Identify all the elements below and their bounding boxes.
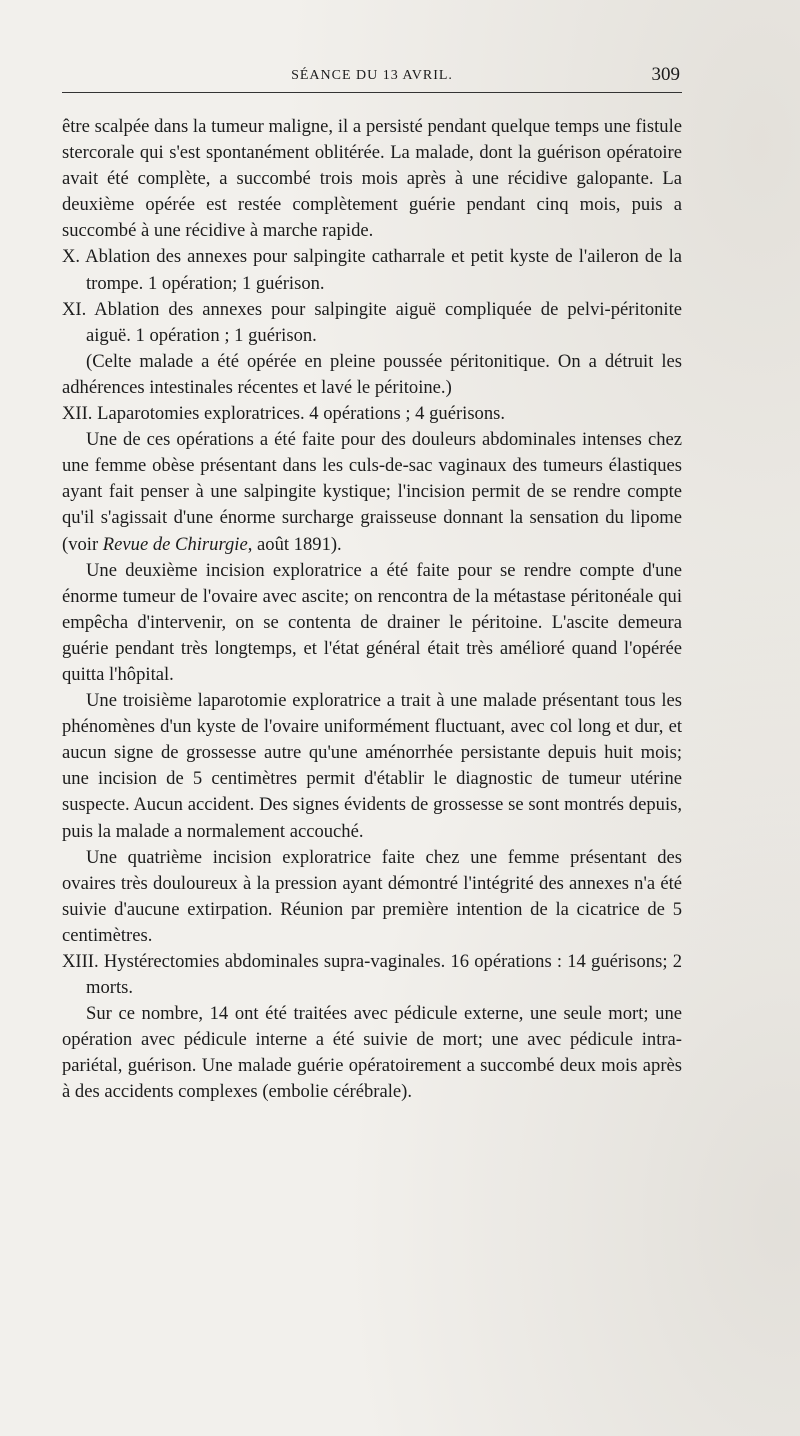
paragraph-hysterectomy-results: Sur ce nombre, 14 ont été traitées avec pédicule externe, une seule mort; une opération avec pédicule interne a été suivie de mort; une avec pédicule intra-pariétal, guérison. Une malade guérie opératoirement a succombé deux mois après à des accidents complexes (embolie cérébrale). [62, 1003, 682, 1103]
header-title: SÉANCE DU 13 AVRIL. [291, 68, 453, 83]
page-number: 309 [651, 64, 680, 85]
paragraph-first-laparotomy [62, 427, 682, 557]
paragraph-continuation: être scalpée dans la tumeur maligne, il a persisté pendant quelque temps une fistule stercorale qui s'est spontanément oblitérée. La malade, dont la guérison opératoire avait été complète, a succombé trois mois après à une récidive galopante. La deuxième opérée est restée complètement guérie pendant cinq mois, puis a succombé à une récidive à marche rapide. [62, 116, 682, 242]
paragraph-second-incision: Une deuxième incision exploratrice a été faite pour se rendre compte d'une énorme tumeur de l'ovaire avec ascite; on rencontra de la métastase péritonéale qui empêcha d'intervenir, on se contenta de drainer le péritoine. L'ascite demeura guérie pendant très longtemps, et l'état général était très amélioré quand l'opérée quitta l'hôpital. [62, 559, 682, 685]
running-header [62, 62, 682, 93]
journal-title: Revue de Chirurgie [102, 533, 248, 555]
paragraph-first-laparotomy-text: Une de ces opérations a été faite pour des douleurs abdominales intenses chez une femme obèse présentant dans les culs-de-sac vaginaux des tumeurs élastiques ayant fait penser à une salpingite kystique; l'incision permit de se rendre compte qu'il s'agissait d'une énorme surcharge graisseuse donnant la sensation du lipome (voir [62, 429, 682, 555]
section-xii: XII. Laparotomies exploratrices. 4 opérations ; 4 guérisons. [62, 403, 506, 425]
paragraph-third-laparotomy: Une troisième laparotomie exploratrice a trait à une malade présentant tous les phénomènes d'un kyste de l'ovaire uniformément fluctuant, avec col long et dur, et aucun signe de grossesse autre qu'une aménorrhée persistante depuis huit mois; une incision de 5 centimètres permit d'établir le diagnostic de tumeur utérine suspecte. Aucun accident. Des signes évidents de grossesse se sont montrés depuis, puis la malade a normalement accouché. [62, 690, 682, 842]
body-text [62, 114, 682, 1106]
section-xi-note: (Celte malade a été opérée en pleine poussée péritonitique. On a détruit les adhérences intestinales récentes et lavé le péritoine.) [62, 350, 682, 398]
paragraph-first-laparotomy-end: , août 1891). [247, 533, 342, 555]
section-xiii: XIII. Hystérectomies abdominales supra-vaginales. 16 opérations : 14 guérisons; 2 morts. [62, 951, 682, 999]
section-x: X. Ablation des annexes pour salpingite catharrale et petit kyste de l'aileron de la trompe. 1 opération; 1 guérison. [62, 246, 682, 294]
section-xi: XI. Ablation des annexes pour salpingite aiguë compliquée de pelvi-péritonite aiguë. 1 opération ; 1 guérison. [62, 298, 682, 346]
paragraph-fourth-incision: Une quatrième incision exploratrice faite chez une femme présentant des ovaires très douloureux à la pression ayant démontré l'intégrité des annexes n'a été suivie d'aucune extirpation. Réunion par première intention de la cicatrice de 5 centimètres. [62, 846, 682, 946]
